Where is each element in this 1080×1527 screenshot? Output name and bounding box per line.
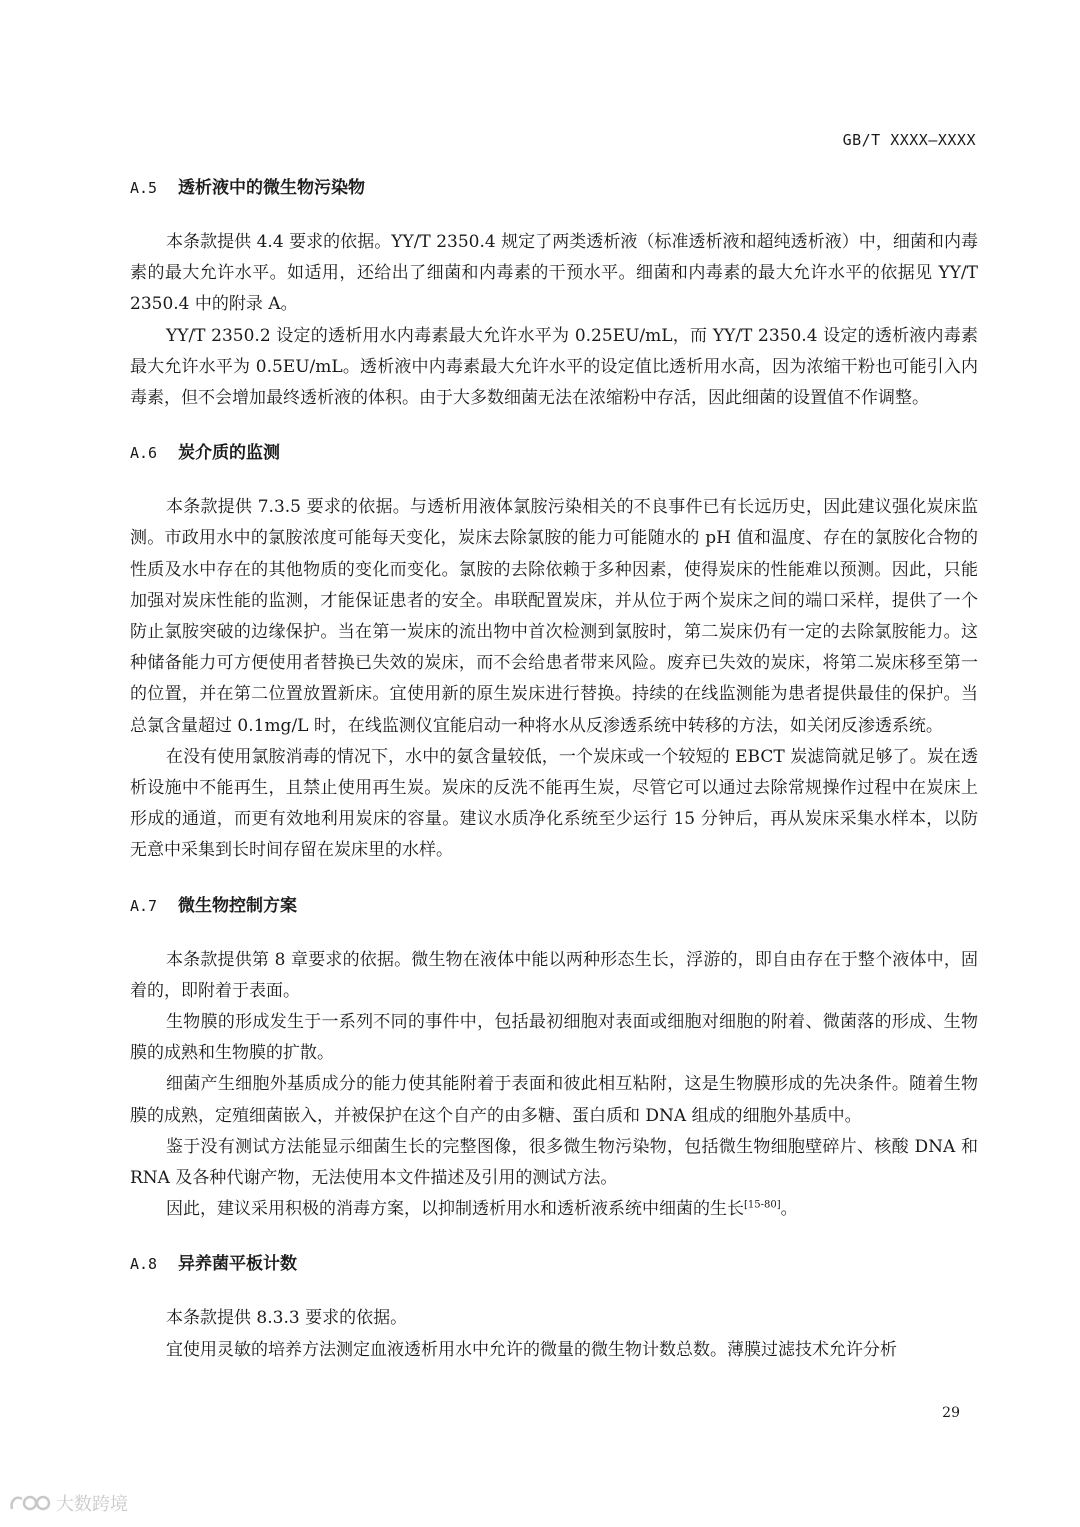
paragraph: 细菌产生细胞外基质成分的能力使其能附着于表面和彼此相互粘附，这是生物膜形成的先决条件。随着生物膜的成熟，定殖细菌嵌入，并被保护在这个自产的由多糖、蛋白质和 DNA 组成的细胞外基质中。 [130, 1074, 978, 1126]
paragraph-end: 。 [780, 1199, 798, 1220]
section-number: A.5 [130, 179, 158, 197]
document-code: GB/T XXXX—XXXX [842, 131, 976, 149]
paragraph: 本条款提供 4.4 要求的依据。YY/T 2350.4 规定了两类透析液（标准透析液和超纯透析液）中，细菌和内毒素的最大允许水平。如适用，还给出了细菌和内毒素的干预水平。细菌和内毒素的最大允许水平的依据见 YY/T 2350.4 中的附录 A。 [130, 232, 978, 315]
section-number: A.8 [130, 1255, 158, 1274]
paragraph: 在没有使用氯胺消毒的情况下，水中的氨含量较低，一个炭床或一个较短的 EBCT 炭滤筒就足够了。炭在透析设施中不能再生，且禁止使用再生炭。炭床的反洗不能再生炭，尽管它可以通过去除常规操作过程中在炭床上形成的通道，而更有效地利用炭床的容量。建议水质净化系统至少运行 15 分钟后，再从炭床采集水样本，以防无意中采集到长时间存留在炭床里的水样。 [130, 746, 978, 861]
brand-logo-icon [8, 1491, 52, 1515]
paragraph-text: 因此，建议采用积极的消毒方案，以抑制透析用水和透析液系统中细菌的生长 [166, 1199, 744, 1220]
citation-reference: [15-80] [744, 1199, 781, 1211]
paragraph: 宜使用灵敏的培养方法测定血液透析用水中允许的微量的微生物计数总数。薄膜过滤技术允许分析 [166, 1339, 897, 1360]
paragraph: 本条款提供第 8 章要求的依据。微生物在液体中能以两种形态生长，浮游的，即自由存在于整个液体中，固着的，即附着于表面。 [130, 949, 978, 1001]
watermark [8, 1490, 128, 1516]
paragraph: YY/T 2350.2 设定的透析用水内毒素最大允许水平为 0.25EU/mL，而 YY/T 2350.4 设定的透析液内毒素最大允许水平为 0.5EU/mL。透析液中内毒素最大允许水平的设定值比透析用水高，因为浓缩干粉也可能引入内毒素，但不会增加最终透析液的体积。由于大多数细菌无法在浓缩粉中存活，因此细菌的设置值不作调整。 [130, 325, 978, 409]
section-heading [130, 891, 978, 921]
section-a6 [130, 438, 978, 866]
paragraph-with-citation [130, 1194, 978, 1225]
section-heading [130, 438, 978, 468]
section-a8 [130, 1249, 978, 1365]
section-title: 微生物控制方案 [178, 895, 297, 916]
paragraph: 本条款提供 8.3.3 要求的依据。 [166, 1308, 408, 1329]
paragraph: 生物膜的形成发生于一系列不同的事件中，包括最初细胞对表面或细胞对细胞的附着、微菌落的形成、生物膜的成熟和生物膜的扩散。 [130, 1012, 978, 1064]
section-number: A.7 [130, 896, 158, 915]
watermark-text: 大数跨境 [56, 1494, 128, 1515]
document-body [130, 173, 978, 1366]
paragraph: 本条款提供 7.3.5 要求的依据。与透析用液体氯胺污染相关的不良事件已有长远历史，因此建议强化炭床监测。市政用水中的氯胺浓度可能每天变化，炭床去除氯胺的能力可能随水的 pH 值和温度、存在的氯胺化合物的性质及水中存在的其他物质的变化而变化。氯胺的去除依赖于多种因素，使得炭床的性能难以预测。因此，只能加强对炭床性能的监测，才能保证患者的安全。串联配置炭床，并从位于两个炭床之间的端口采样，提供了一个防止氯胺突破的边缘保护。当在第一炭床的流出物中首次检测到氯胺时，第二炭床仍有一定的去除氯胺能力。这种储备能力可方便使用者替换已失效的炭床，而不会给患者带来风险。废弃已失效的炭床，将第二炭床移至第一的位置，并在第二位置放置新床。宜使用新的原生炭床进行替换。持续的在线监测能为患者提供最佳的保护。当总氯含量超过 0.1mg/L 时，在线监测仪宜能启动一种将水从反渗透系统中转移的方法，如关闭反渗透系统。 [130, 497, 978, 736]
section-a7 [130, 891, 978, 1226]
section-a5 [130, 173, 978, 414]
paragraph: 鉴于没有测试方法能显示细菌生长的完整图像，很多微生物污染物，包括微生物细胞壁碎片、核酸 DNA 和 RNA 及各种代谢产物，无法使用本文件描述及引用的测试方法。 [130, 1136, 978, 1189]
section-heading [130, 1249, 978, 1279]
section-number: A.6 [130, 444, 158, 463]
section-title: 异养菌平板计数 [178, 1254, 297, 1275]
page-number: 29 [942, 1405, 960, 1421]
section-heading [130, 173, 978, 203]
section-title: 透析液中的微生物污染物 [178, 178, 365, 198]
section-title: 炭介质的监测 [178, 443, 280, 464]
